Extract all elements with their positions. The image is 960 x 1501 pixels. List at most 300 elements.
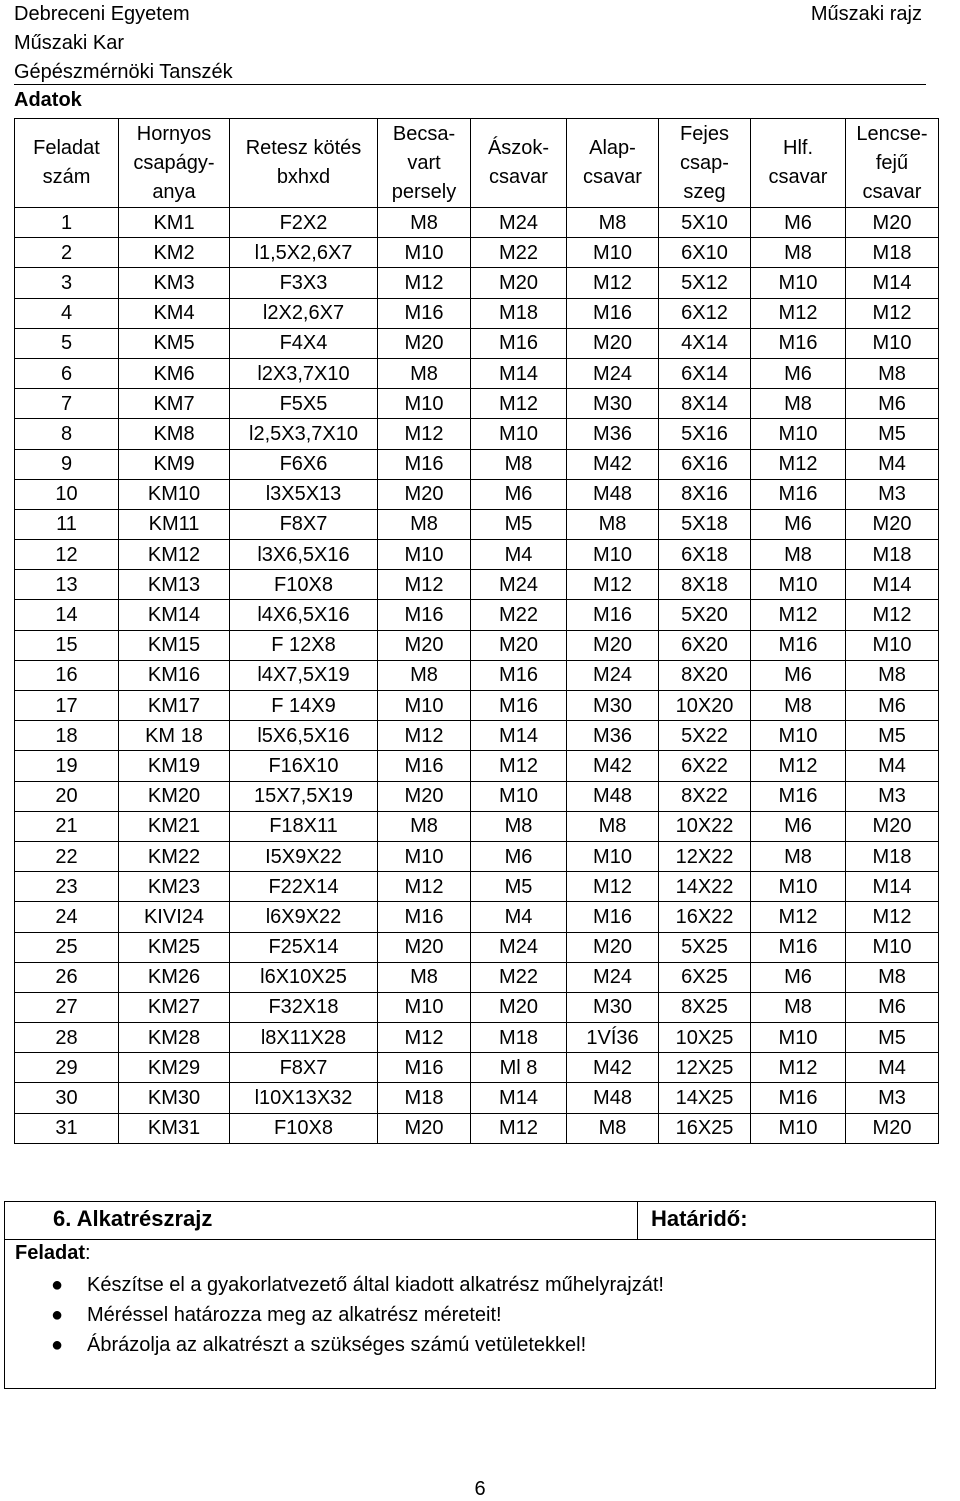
table-cell: KM1 [119, 208, 230, 238]
table-cell: KM3 [119, 268, 230, 298]
table-cell: M16 [378, 902, 471, 932]
table-row [15, 600, 939, 630]
table-cell: KM21 [119, 811, 230, 841]
table-cell: KM11 [119, 509, 230, 539]
table-cell: M5 [471, 872, 567, 902]
table-cell: 30 [15, 1083, 119, 1113]
table-cell: KM28 [119, 1023, 230, 1053]
table-cell: M6 [751, 660, 846, 690]
table-cell: 26 [15, 962, 119, 992]
list-item [5, 1270, 935, 1300]
table-cell: KM 18 [119, 721, 230, 751]
table-cell: 8X20 [659, 660, 751, 690]
table-cell: M10 [567, 540, 659, 570]
table-cell: M16 [378, 600, 471, 630]
table-row [15, 570, 939, 600]
table-cell: 22 [15, 841, 119, 871]
table-cell: M10 [471, 419, 567, 449]
table-cell: M24 [471, 570, 567, 600]
table-cell: F32X18 [230, 992, 378, 1022]
column-header: Hornyos csapágy-anya [119, 119, 230, 208]
table-cell: M10 [378, 238, 471, 268]
table-cell: M24 [471, 208, 567, 238]
table-cell: M8 [378, 962, 471, 992]
table-cell: KM14 [119, 600, 230, 630]
table-cell: M16 [471, 691, 567, 721]
task-item-text: Készítse el a gyakorlatvezető által kiadott alkatrész műhelyrajzát! [87, 1274, 664, 1296]
table-cell: 8X25 [659, 992, 751, 1022]
table-cell: 7 [15, 389, 119, 419]
table-cell: M8 [471, 811, 567, 841]
table-cell: l5X6,5X16 [230, 721, 378, 751]
table-cell: l2X2,6X7 [230, 298, 378, 328]
table-cell: 6 [15, 358, 119, 388]
table-cell: M8 [378, 208, 471, 238]
table-cell: M12 [378, 721, 471, 751]
table-cell: M14 [471, 358, 567, 388]
table-cell: M20 [378, 1113, 471, 1143]
table-row [15, 1053, 939, 1083]
table-cell: F6X6 [230, 449, 378, 479]
table-cell: M22 [471, 962, 567, 992]
column-header: Feladat szám [15, 119, 119, 208]
table-cell: M8 [378, 660, 471, 690]
table-cell: 13 [15, 570, 119, 600]
table-cell: M12 [378, 570, 471, 600]
table-cell: F25X14 [230, 932, 378, 962]
table-cell: 5X12 [659, 268, 751, 298]
table-cell: M4 [471, 902, 567, 932]
table-cell: M12 [846, 902, 939, 932]
table-cell: 25 [15, 932, 119, 962]
column-header: Fejes csap-szeg [659, 119, 751, 208]
table-row [15, 540, 939, 570]
table-cell: M16 [471, 328, 567, 358]
table-cell: M18 [846, 540, 939, 570]
table-cell: M3 [846, 781, 939, 811]
table-cell: M10 [471, 781, 567, 811]
table-cell: M10 [567, 238, 659, 268]
table-cell: KM6 [119, 358, 230, 388]
table-cell: M18 [471, 298, 567, 328]
table-cell: 24 [15, 902, 119, 932]
table-row [15, 1083, 939, 1113]
table-cell: M4 [846, 449, 939, 479]
table-cell: KM31 [119, 1113, 230, 1143]
table-cell: M16 [378, 449, 471, 479]
table-cell: F2X2 [230, 208, 378, 238]
table-cell: M16 [751, 781, 846, 811]
table-cell: l8X11X28 [230, 1023, 378, 1053]
table-row [15, 811, 939, 841]
table-row [15, 691, 939, 721]
table-cell: M6 [846, 691, 939, 721]
table-cell: M5 [846, 1023, 939, 1053]
table-cell: M6 [751, 811, 846, 841]
table-row [15, 238, 939, 268]
table-cell: M10 [378, 992, 471, 1022]
table-cell: M5 [471, 509, 567, 539]
table-cell: KM19 [119, 751, 230, 781]
table-cell: KM9 [119, 449, 230, 479]
table-cell: 8X18 [659, 570, 751, 600]
table-cell: KM29 [119, 1053, 230, 1083]
table-cell: F 12X8 [230, 630, 378, 660]
table-cell: M20 [471, 992, 567, 1022]
table-cell: 28 [15, 1023, 119, 1053]
table-cell: F 14X9 [230, 691, 378, 721]
table-cell: 12X22 [659, 841, 751, 871]
table-cell: M10 [846, 932, 939, 962]
table-cell: M8 [378, 509, 471, 539]
table-cell: F5X5 [230, 389, 378, 419]
table-cell: M8 [378, 811, 471, 841]
table-cell: M18 [471, 1023, 567, 1053]
table-cell: 27 [15, 992, 119, 1022]
table-cell: 5X16 [659, 419, 751, 449]
table-cell: M48 [567, 781, 659, 811]
table-cell: l4X7,5X19 [230, 660, 378, 690]
table-cell: M12 [471, 1113, 567, 1143]
faculty-name: Műszaki Kar [14, 32, 125, 54]
table-cell: F16X10 [230, 751, 378, 781]
table-cell: 15 [15, 630, 119, 660]
table-cell: M10 [846, 328, 939, 358]
table-header-row [15, 119, 939, 208]
table-cell: 4X14 [659, 328, 751, 358]
table-cell: M8 [567, 208, 659, 238]
table-cell: M12 [378, 872, 471, 902]
table-cell: KM23 [119, 872, 230, 902]
table-cell: F3X3 [230, 268, 378, 298]
table-cell: M12 [378, 419, 471, 449]
table-cell: M42 [567, 751, 659, 781]
table-cell: M18 [846, 238, 939, 268]
table-cell: 6X10 [659, 238, 751, 268]
table-cell: l10X13X32 [230, 1083, 378, 1113]
table-cell: KM20 [119, 781, 230, 811]
table-cell: 5X25 [659, 932, 751, 962]
table-cell: KM16 [119, 660, 230, 690]
table-cell: M5 [846, 419, 939, 449]
table-row [15, 751, 939, 781]
section-label: Adatok [14, 89, 82, 111]
table-cell: 8X14 [659, 389, 751, 419]
table-cell: 19 [15, 751, 119, 781]
table-cell: KM22 [119, 841, 230, 871]
table-cell: M22 [471, 600, 567, 630]
table-cell: KM5 [119, 328, 230, 358]
table-cell: M20 [567, 328, 659, 358]
table-cell: F10X8 [230, 1113, 378, 1143]
table-row [15, 1113, 939, 1143]
table-cell: KM27 [119, 992, 230, 1022]
table-row [15, 872, 939, 902]
table-cell: 21 [15, 811, 119, 841]
table-cell: M10 [751, 1023, 846, 1053]
table-cell: KM10 [119, 479, 230, 509]
table-cell: KM2 [119, 238, 230, 268]
table-cell: M6 [471, 841, 567, 871]
task-item-text: Ábrázolja az alkatrészt a szükséges számú vetületekkel! [87, 1334, 587, 1356]
table-cell: M14 [471, 1083, 567, 1113]
table-cell: M6 [471, 479, 567, 509]
column-header: Retesz kötés bxhxd [230, 119, 378, 208]
table-cell: Ml 8 [471, 1053, 567, 1083]
table-cell: 29 [15, 1053, 119, 1083]
table-cell: 5X10 [659, 208, 751, 238]
table-cell: l3X5X13 [230, 479, 378, 509]
table-cell: M12 [751, 449, 846, 479]
table-cell: 10X25 [659, 1023, 751, 1053]
table-cell: M10 [567, 841, 659, 871]
table-cell: M20 [846, 811, 939, 841]
table-cell: M24 [567, 962, 659, 992]
table-cell: 1 [15, 208, 119, 238]
table-row [15, 208, 939, 238]
table-cell: 6X12 [659, 298, 751, 328]
table-cell: M16 [567, 298, 659, 328]
column-header: Alap-csavar [567, 119, 659, 208]
table-cell: M8 [567, 1113, 659, 1143]
table-cell: M12 [567, 872, 659, 902]
table-cell: M20 [378, 328, 471, 358]
table-cell: M6 [846, 992, 939, 1022]
bullet-icon: ● [51, 1274, 64, 1296]
table-cell: KM15 [119, 630, 230, 660]
table-cell: 14X25 [659, 1083, 751, 1113]
table-cell: M16 [567, 600, 659, 630]
table-cell: F4X4 [230, 328, 378, 358]
table-cell: F8X7 [230, 1053, 378, 1083]
table-cell: M3 [846, 479, 939, 509]
table-cell: M42 [567, 449, 659, 479]
table-cell: 31 [15, 1113, 119, 1143]
table-cell: M12 [751, 600, 846, 630]
table-cell: M10 [378, 691, 471, 721]
task-item-text: Méréssel határozza meg az alkatrész méreteit! [87, 1304, 502, 1326]
table-cell: M16 [378, 751, 471, 781]
table-row [15, 841, 939, 871]
table-cell: 1VÍ36 [567, 1023, 659, 1053]
table-cell: M16 [751, 1083, 846, 1113]
university-name: Debreceni Egyetem [14, 3, 190, 25]
table-cell: 9 [15, 449, 119, 479]
table-row [15, 449, 939, 479]
table-cell: 10X20 [659, 691, 751, 721]
table-cell: I5X9X22 [230, 841, 378, 871]
table-cell: M20 [378, 630, 471, 660]
table-cell: 11 [15, 509, 119, 539]
table-cell: M8 [751, 841, 846, 871]
table-cell: M18 [378, 1083, 471, 1113]
table-cell: M4 [846, 1053, 939, 1083]
table-cell: M20 [846, 208, 939, 238]
table-cell: M10 [846, 630, 939, 660]
table-cell: M10 [751, 419, 846, 449]
task-label-text: Feladat [15, 1242, 86, 1264]
task-label-colon: : [85, 1242, 91, 1264]
table-cell: KM13 [119, 570, 230, 600]
table-cell: M12 [751, 1053, 846, 1083]
task-box [4, 1201, 936, 1389]
table-cell: 6X18 [659, 540, 751, 570]
table-cell: M8 [751, 238, 846, 268]
table-cell: KM30 [119, 1083, 230, 1113]
table-cell: M48 [567, 1083, 659, 1113]
table-cell: M10 [378, 540, 471, 570]
table-cell: M36 [567, 419, 659, 449]
column-header: Becsa-vart persely [378, 119, 471, 208]
table-cell: M16 [751, 932, 846, 962]
table-cell: M4 [471, 540, 567, 570]
table-cell: M8 [846, 660, 939, 690]
table-cell: l4X6,5X16 [230, 600, 378, 630]
table-cell: M30 [567, 691, 659, 721]
table-cell: l2,5X3,7X10 [230, 419, 378, 449]
table-cell: KM17 [119, 691, 230, 721]
table-cell: M5 [846, 721, 939, 751]
table-cell: 6X14 [659, 358, 751, 388]
table-cell: l1,5X2,6X7 [230, 238, 378, 268]
table-row [15, 781, 939, 811]
table-cell: M8 [751, 540, 846, 570]
table-cell: 8 [15, 419, 119, 449]
deadline-label: Határidő: [651, 1206, 748, 1231]
table-cell: M20 [471, 630, 567, 660]
task-title-row [5, 1202, 935, 1240]
table-cell: F10X8 [230, 570, 378, 600]
table-cell: M6 [846, 389, 939, 419]
table-cell: M22 [471, 238, 567, 268]
page-number: 6 [474, 1478, 486, 1500]
table-cell: M6 [751, 358, 846, 388]
table-cell: 17 [15, 691, 119, 721]
table-cell: M16 [751, 328, 846, 358]
table-cell: M12 [378, 1023, 471, 1053]
table-cell: M18 [846, 841, 939, 871]
task-label [15, 1242, 91, 1265]
table-cell: 18 [15, 721, 119, 751]
list-item [5, 1330, 935, 1360]
subject-name: Műszaki rajz [810, 3, 922, 25]
table-cell: 20 [15, 781, 119, 811]
table-cell: KM8 [119, 419, 230, 449]
table-row [15, 358, 939, 388]
table-cell: M20 [846, 509, 939, 539]
table-row [15, 932, 939, 962]
task-list [5, 1270, 935, 1360]
data-table [14, 118, 939, 1144]
table-cell: KM4 [119, 298, 230, 328]
table-cell: 6X22 [659, 751, 751, 781]
table-cell: 10 [15, 479, 119, 509]
table-cell: M8 [567, 811, 659, 841]
table-cell: M14 [846, 268, 939, 298]
table-cell: M42 [567, 1053, 659, 1083]
table-cell: M20 [567, 932, 659, 962]
table-cell: M6 [751, 208, 846, 238]
table-cell: 5X22 [659, 721, 751, 751]
table-cell: KM25 [119, 932, 230, 962]
table-cell: M12 [567, 268, 659, 298]
table-cell: 14 [15, 600, 119, 630]
table-cell: M16 [378, 1053, 471, 1083]
table-cell: F18X11 [230, 811, 378, 841]
table-cell: F8X7 [230, 509, 378, 539]
table-cell: M48 [567, 479, 659, 509]
table-cell: KIVI24 [119, 902, 230, 932]
table-row [15, 298, 939, 328]
table-cell: M10 [378, 841, 471, 871]
bullet-icon: ● [51, 1334, 64, 1356]
table-cell: M16 [378, 298, 471, 328]
table-cell: M10 [751, 570, 846, 600]
task-title: 6. Alkatrészrajz [53, 1206, 213, 1231]
column-header: Ászok-csavar [471, 119, 567, 208]
table-cell: M20 [471, 268, 567, 298]
table-cell: 12X25 [659, 1053, 751, 1083]
table-cell: M16 [751, 630, 846, 660]
table-cell: M8 [751, 992, 846, 1022]
table-cell: M14 [471, 721, 567, 751]
table-cell: M8 [846, 358, 939, 388]
table-cell: M20 [378, 781, 471, 811]
table-cell: KM7 [119, 389, 230, 419]
column-header: Lencse-fejű csavar [846, 119, 939, 208]
table-cell: M8 [567, 509, 659, 539]
bullet-icon: ● [51, 1304, 64, 1326]
table-cell: 16X25 [659, 1113, 751, 1143]
table-cell: 6X25 [659, 962, 751, 992]
table-row [15, 419, 939, 449]
table-cell: M3 [846, 1083, 939, 1113]
table-row [15, 630, 939, 660]
table-row [15, 721, 939, 751]
table-row [15, 660, 939, 690]
table-cell: M12 [567, 570, 659, 600]
table-cell: M16 [751, 479, 846, 509]
table-cell: M16 [567, 902, 659, 932]
table-cell: M8 [471, 449, 567, 479]
table-cell: M12 [471, 751, 567, 781]
table-cell: M10 [751, 1113, 846, 1143]
table-row [15, 902, 939, 932]
table-cell: M24 [567, 660, 659, 690]
title-divider [637, 1202, 638, 1239]
table-cell: 12 [15, 540, 119, 570]
table-cell: M20 [567, 630, 659, 660]
table-cell: M36 [567, 721, 659, 751]
table-cell: M20 [846, 1113, 939, 1143]
table-cell: M14 [846, 570, 939, 600]
table-cell: 16X22 [659, 902, 751, 932]
table-cell: KM12 [119, 540, 230, 570]
table-cell: M10 [751, 268, 846, 298]
table-cell: 3 [15, 268, 119, 298]
table-cell: 6X16 [659, 449, 751, 479]
table-cell: M6 [751, 962, 846, 992]
table-cell: M16 [471, 660, 567, 690]
header-institution [14, 0, 233, 87]
table-cell: M6 [751, 509, 846, 539]
table-row [15, 992, 939, 1022]
table-cell: M12 [846, 298, 939, 328]
table-cell: M10 [751, 721, 846, 751]
table-cell: M30 [567, 992, 659, 1022]
table-cell: 4 [15, 298, 119, 328]
table-row [15, 268, 939, 298]
